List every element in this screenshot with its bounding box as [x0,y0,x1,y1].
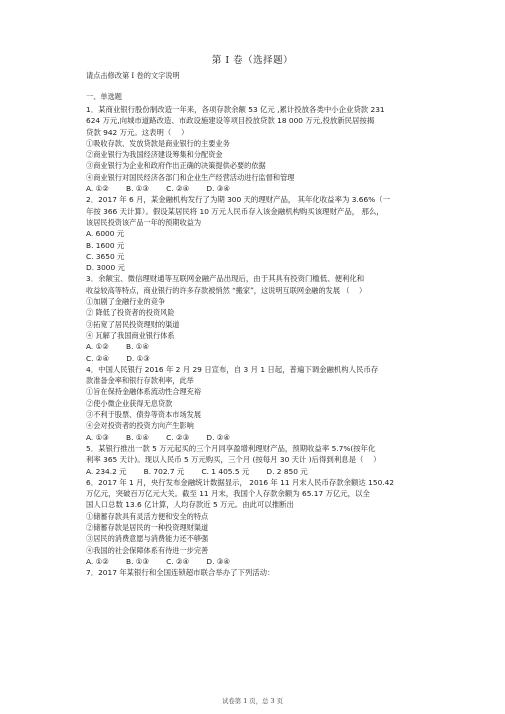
text-line: ④我国的社会保障体系有待进一步完善 [86,545,209,555]
text-line: ①加剧了金融行业的竞争 [86,297,166,307]
text-line: ③拓宽了居民投资理财的渠道 [86,319,180,329]
text-line: 3．余额宝、微信理财通等互联网金融产品出现后，由于其具有投资门槛低、便利化和 [86,274,365,284]
text-line: 624 万元,向城市道路改造、市政设施建设等项目投放贷款 18 000 万元,投放新民居按揭 [86,116,375,126]
text-line: 年按 366 天计算）。假设某居民将 10 万元人民币存入该金融机构购买该理财产品， 那么， [86,206,384,216]
text-line: 4．中国人民银行 2016 年 2 月 29 日宣布，自 3 月 1 日起，普遍下调金融机构人民币存 [86,364,379,374]
text-line: ②商业银行为我国经济建设筹集和分配资金 [86,150,223,160]
text-line: 6．2017 年 1 月，央行发布金融统计数据显示， 2016 年 11 月末人民币存款余额达 150.42 [86,477,395,487]
text-line: C. ②④ D. ①③ [86,353,150,363]
text-line: ③居民的消费意愿与消费能力还不够强 [86,534,209,544]
text-line: ①旨在保持金融体系流动性合理充裕 [86,387,202,397]
text-line: ④会对投资者的投资方向产生影响 [86,421,194,431]
text-line: ② 降低了投资者的投资风险 [86,308,175,318]
text-line: 款准备金率和银行存款利率，此举 [86,376,194,386]
text-line: ①吸收存款、发放贷款是商业银行的主要业务 [86,138,230,148]
text-line: ③商业银行为企业和政府作出正确的决策提供必要的依据 [86,161,266,171]
text-line: A. ①② B. ①④ [86,342,150,352]
text-line: 1．某商业银行股份制改造一年来，各项存款余额 53 亿元 ,累计投放各类中小企业贷款 231 [86,105,385,114]
text-line: A. ①② B. ①③ C. ②④ D. ③④ [86,556,231,566]
text-line: ①储蓄存款具有灵活方便和安全的特点 [86,511,209,521]
text-line: ②储蓄存款是居民的一种投资理财渠道 [86,522,209,532]
section-heading: 一、单选题 [86,92,122,101]
text-line: B. 1600 元 [86,240,125,250]
text-line: 7．2017 年某银行和全国连锁超市联合举办了下列活动： [86,568,275,578]
text-line: ④商业银行对国民经济各部门和企业生产经营活动进行监督和管理 [86,172,295,182]
instruction-note: 请点击修改第 Ⅰ 卷的文字说明 [86,71,180,80]
text-line: 贷款 942 万元。这表明（ ） [86,127,189,137]
text-line: 收益较高等特点，商业银行的许多存款被悄然 “搬家”，这说明互联网金融的发展 （ ） [86,285,367,295]
text-line: 2．2017 年 6 月，某金融机构发行了为期 300 天的理财产品， 其年化收益率为 3.66%（一 [86,195,390,205]
text-line: 利率 365 天计)。现以人民币 5 万元购买，三个月 (按每月 30 天计 )后得到利息是（ ） [86,455,381,465]
page-title: 第 Ⅰ 卷（选择题） [211,55,294,66]
text-line: A. 6000 元 [86,229,125,239]
text-line: 万亿元，突破百万亿元大关。截至 11 月末，我国个人存款余额为 65.17 万亿元，以全 [86,489,370,499]
text-line: 该居民投资该产品一年的预期收益为 [86,217,202,227]
text-line: A. 234.2 元 B. 702.7 元 C. 1 405.5 元 D. 2 850 元 [86,466,308,476]
question-body [86,104,426,578]
text-line: 5．某银行推出一款 5 万元起买的三个月同享盈增利理财产品，预期收益率 5.7%(按年化 [86,443,376,453]
text-line: C. 3650 元 [86,251,125,261]
text-line: ③不利于股票、债券等资本市场发展 [86,410,202,420]
text-line: ④ 瓦解了我国商业银行体系 [86,330,175,340]
text-line: D. 3000 元 [86,263,125,273]
text-line: A. ①③ B. ①④ C. ②③ D. ②④ [86,432,231,442]
text-line: 国人口总数 13.6 亿计算，人均存款近 5 万元。由此可以推断出 [86,500,294,510]
page-footer: 试卷第 1 页，总 3 页 [222,697,283,705]
text-line: ②使小微企业获得无息贷款 [86,398,173,408]
text-line: A. ①② B. ①③ C. ②④ D. ③④ [86,184,231,194]
